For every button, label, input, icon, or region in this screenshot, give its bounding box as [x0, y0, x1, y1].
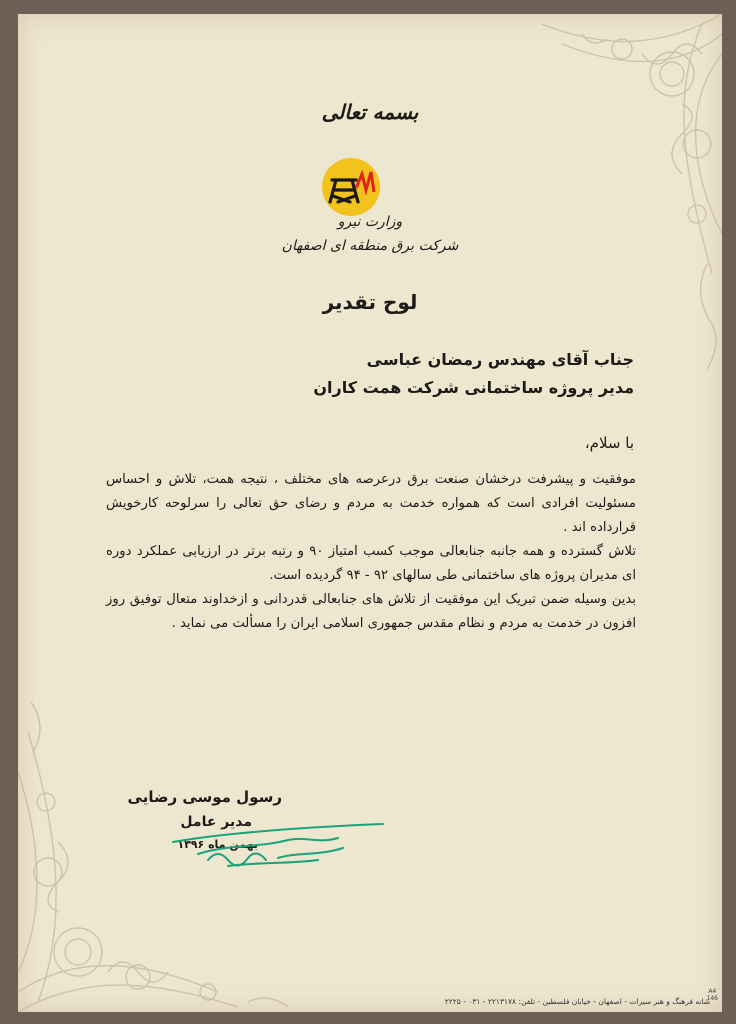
paper-size-code: A4: [708, 988, 717, 995]
signatory-title: مدیر عامل: [180, 814, 252, 830]
print-footer: شانه فرهنگ و هنر سیرات - اصفهان - خیابان فلسطین - تلفن: ۲۲۱۳۱۷۸ - ۰۳۱ - ۲۲۲۵: [444, 997, 710, 1006]
addressee-position: مدیر پروژه ساختمانی شرکت همت کاران: [313, 378, 634, 397]
handwritten-signature-icon: [168, 814, 388, 874]
greeting: با سلام،: [584, 434, 634, 452]
power-tower-logo-icon: [316, 152, 386, 222]
bismillah-heading: بسمه تعالی: [321, 100, 419, 124]
print-codes: [707, 988, 718, 1002]
signature-date: بهمن ماه ۱۳۹۶: [177, 838, 258, 851]
addressee-name: جناب آقای مهندس رمضان عباسی: [366, 350, 634, 369]
certificate-body: [106, 468, 636, 636]
body-paragraph-3: بدین وسیله ضمن تبریک این موفقیت از تلاش های جنابعالی قدردانی و ازخداوند متعال توفیق روز افزون در خدمت به مردم و نظام مقدس جمهوری اسلامی ایران را مسألت می نماید .: [106, 592, 636, 631]
ministry-name: وزارت نیرو: [337, 214, 403, 230]
body-paragraph-1: موفقیت و پیشرفت درخشان صنعت برق درعرصه های مختلف ، نتیجه همت، تلاش و احساس مسئولیت افرادی است که همواره خدمت به مردم و رضای حق تعالی را سرلوحه کارخویش قرارداده اند .: [106, 472, 636, 535]
company-name: شرکت برق منطقه ای اصفهان: [281, 238, 459, 254]
item-code: 146: [706, 995, 718, 1002]
certificate-paper: [18, 14, 722, 1012]
addressee-block: [313, 346, 634, 402]
certificate-document: [18, 14, 722, 1012]
body-paragraph-2: تلاش گسترده و همه جانبه جنابعالی موجب کسب امتیاز ۹۰ و رتبه برتر در ارزیابی عملکرد دوره ای مدیران پروژه های ساختمانی طی سالهای ۹۲ - ۹۴ گردیده است.: [106, 544, 636, 583]
certificate-title: لوح تقدیر: [322, 290, 418, 314]
signatory-name: رسول موسی رضایی: [127, 788, 282, 806]
